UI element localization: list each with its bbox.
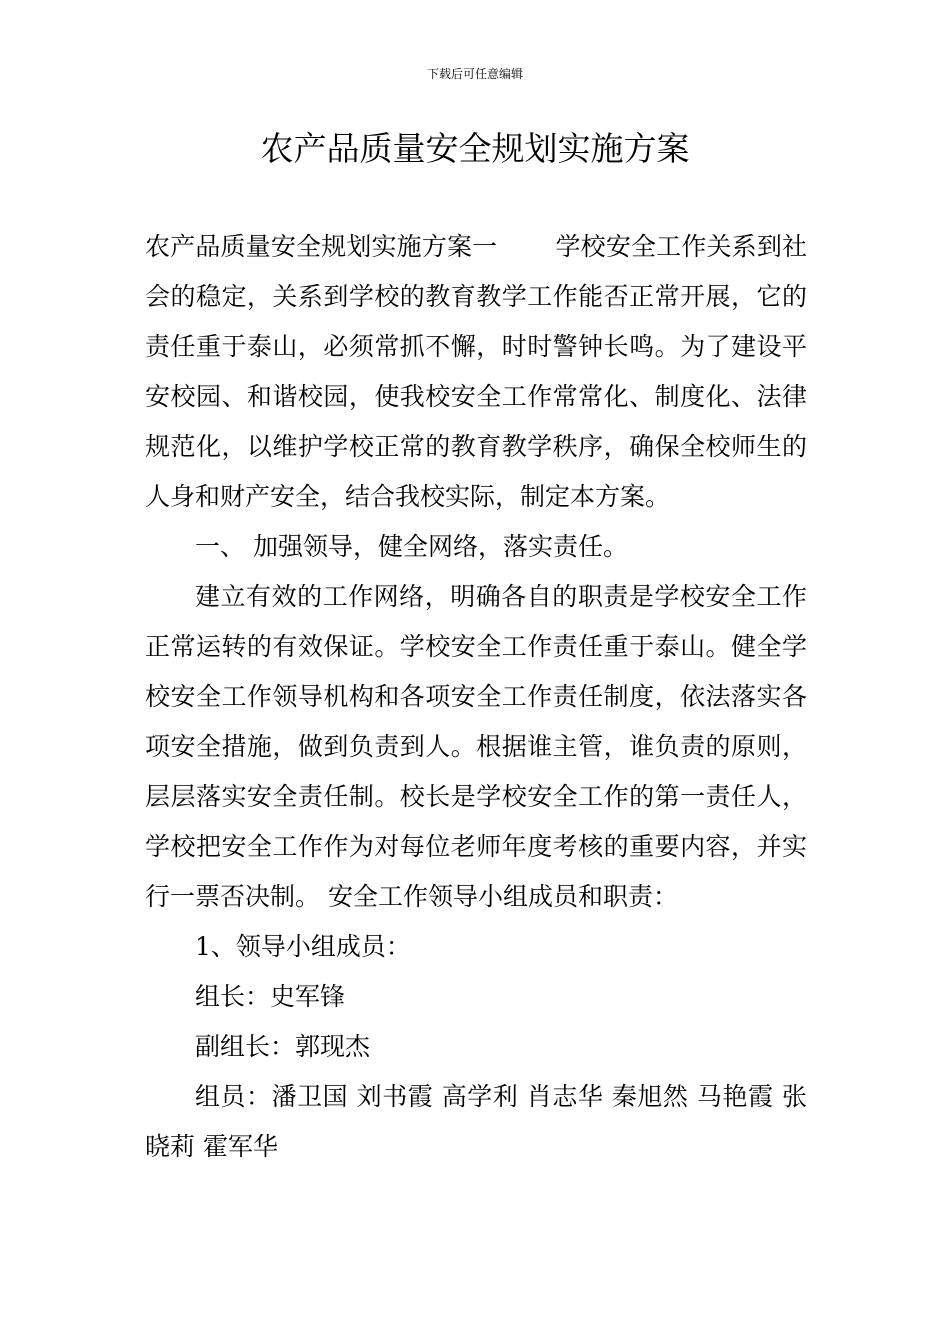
members-line: 组员：潘卫国 刘书霞 高学利 肖志华 秦旭然 马艳霞 张晓莉 霍军华 xyxy=(145,1082,807,1161)
section-heading-1: 一、 加强领导，健全网络，落实责任。 xyxy=(195,532,628,561)
document-body xyxy=(145,222,807,1172)
paragraph-network: 建立有效的工作网络，明确各自的职责是学校安全工作正常运转的有效保证。学校安全工作责任重于泰山。健全学校安全工作领导机构和各项安全工作责任制度，依法落实各项安全措施，做到负责到人。根据谁主管，谁负责的原则，层层落实安全责任制。校长是学校安全工作的第一责任人，学校把安全工作作为对每位老师年度考核的重要内容，并实行一票否决制。 安全工作领导小组成员和职责： xyxy=(145,582,807,911)
paragraph-intro-text: 学校安全工作关系到社会的稳定，关系到学校的教育教学工作能否正常开展，它的责任重于泰山，必须常抓不懈，时时警钟长鸣。为了建设平安校园、和谐校园，使我校安全工作常常化、制度化、法律规范化，以维护学校正常的教育教学秩序，确保全校师生的人身和财产安全，结合我校实际，制定本方案。 xyxy=(145,232,807,511)
paragraph-intro xyxy=(145,222,807,522)
group-leader-line: 组长：史军锋 xyxy=(195,982,346,1011)
deputy-leader-line: 副组长：郭现杰 xyxy=(195,1032,371,1061)
document-title: 农产品质量安全规划实施方案 xyxy=(260,129,690,168)
header-note: 下载后可任意编辑 xyxy=(426,67,523,81)
list-heading-members: 1、领导小组成员： xyxy=(195,932,411,961)
paragraph-intro-lead: 农产品质量安全规划实施方案一 xyxy=(145,232,498,261)
